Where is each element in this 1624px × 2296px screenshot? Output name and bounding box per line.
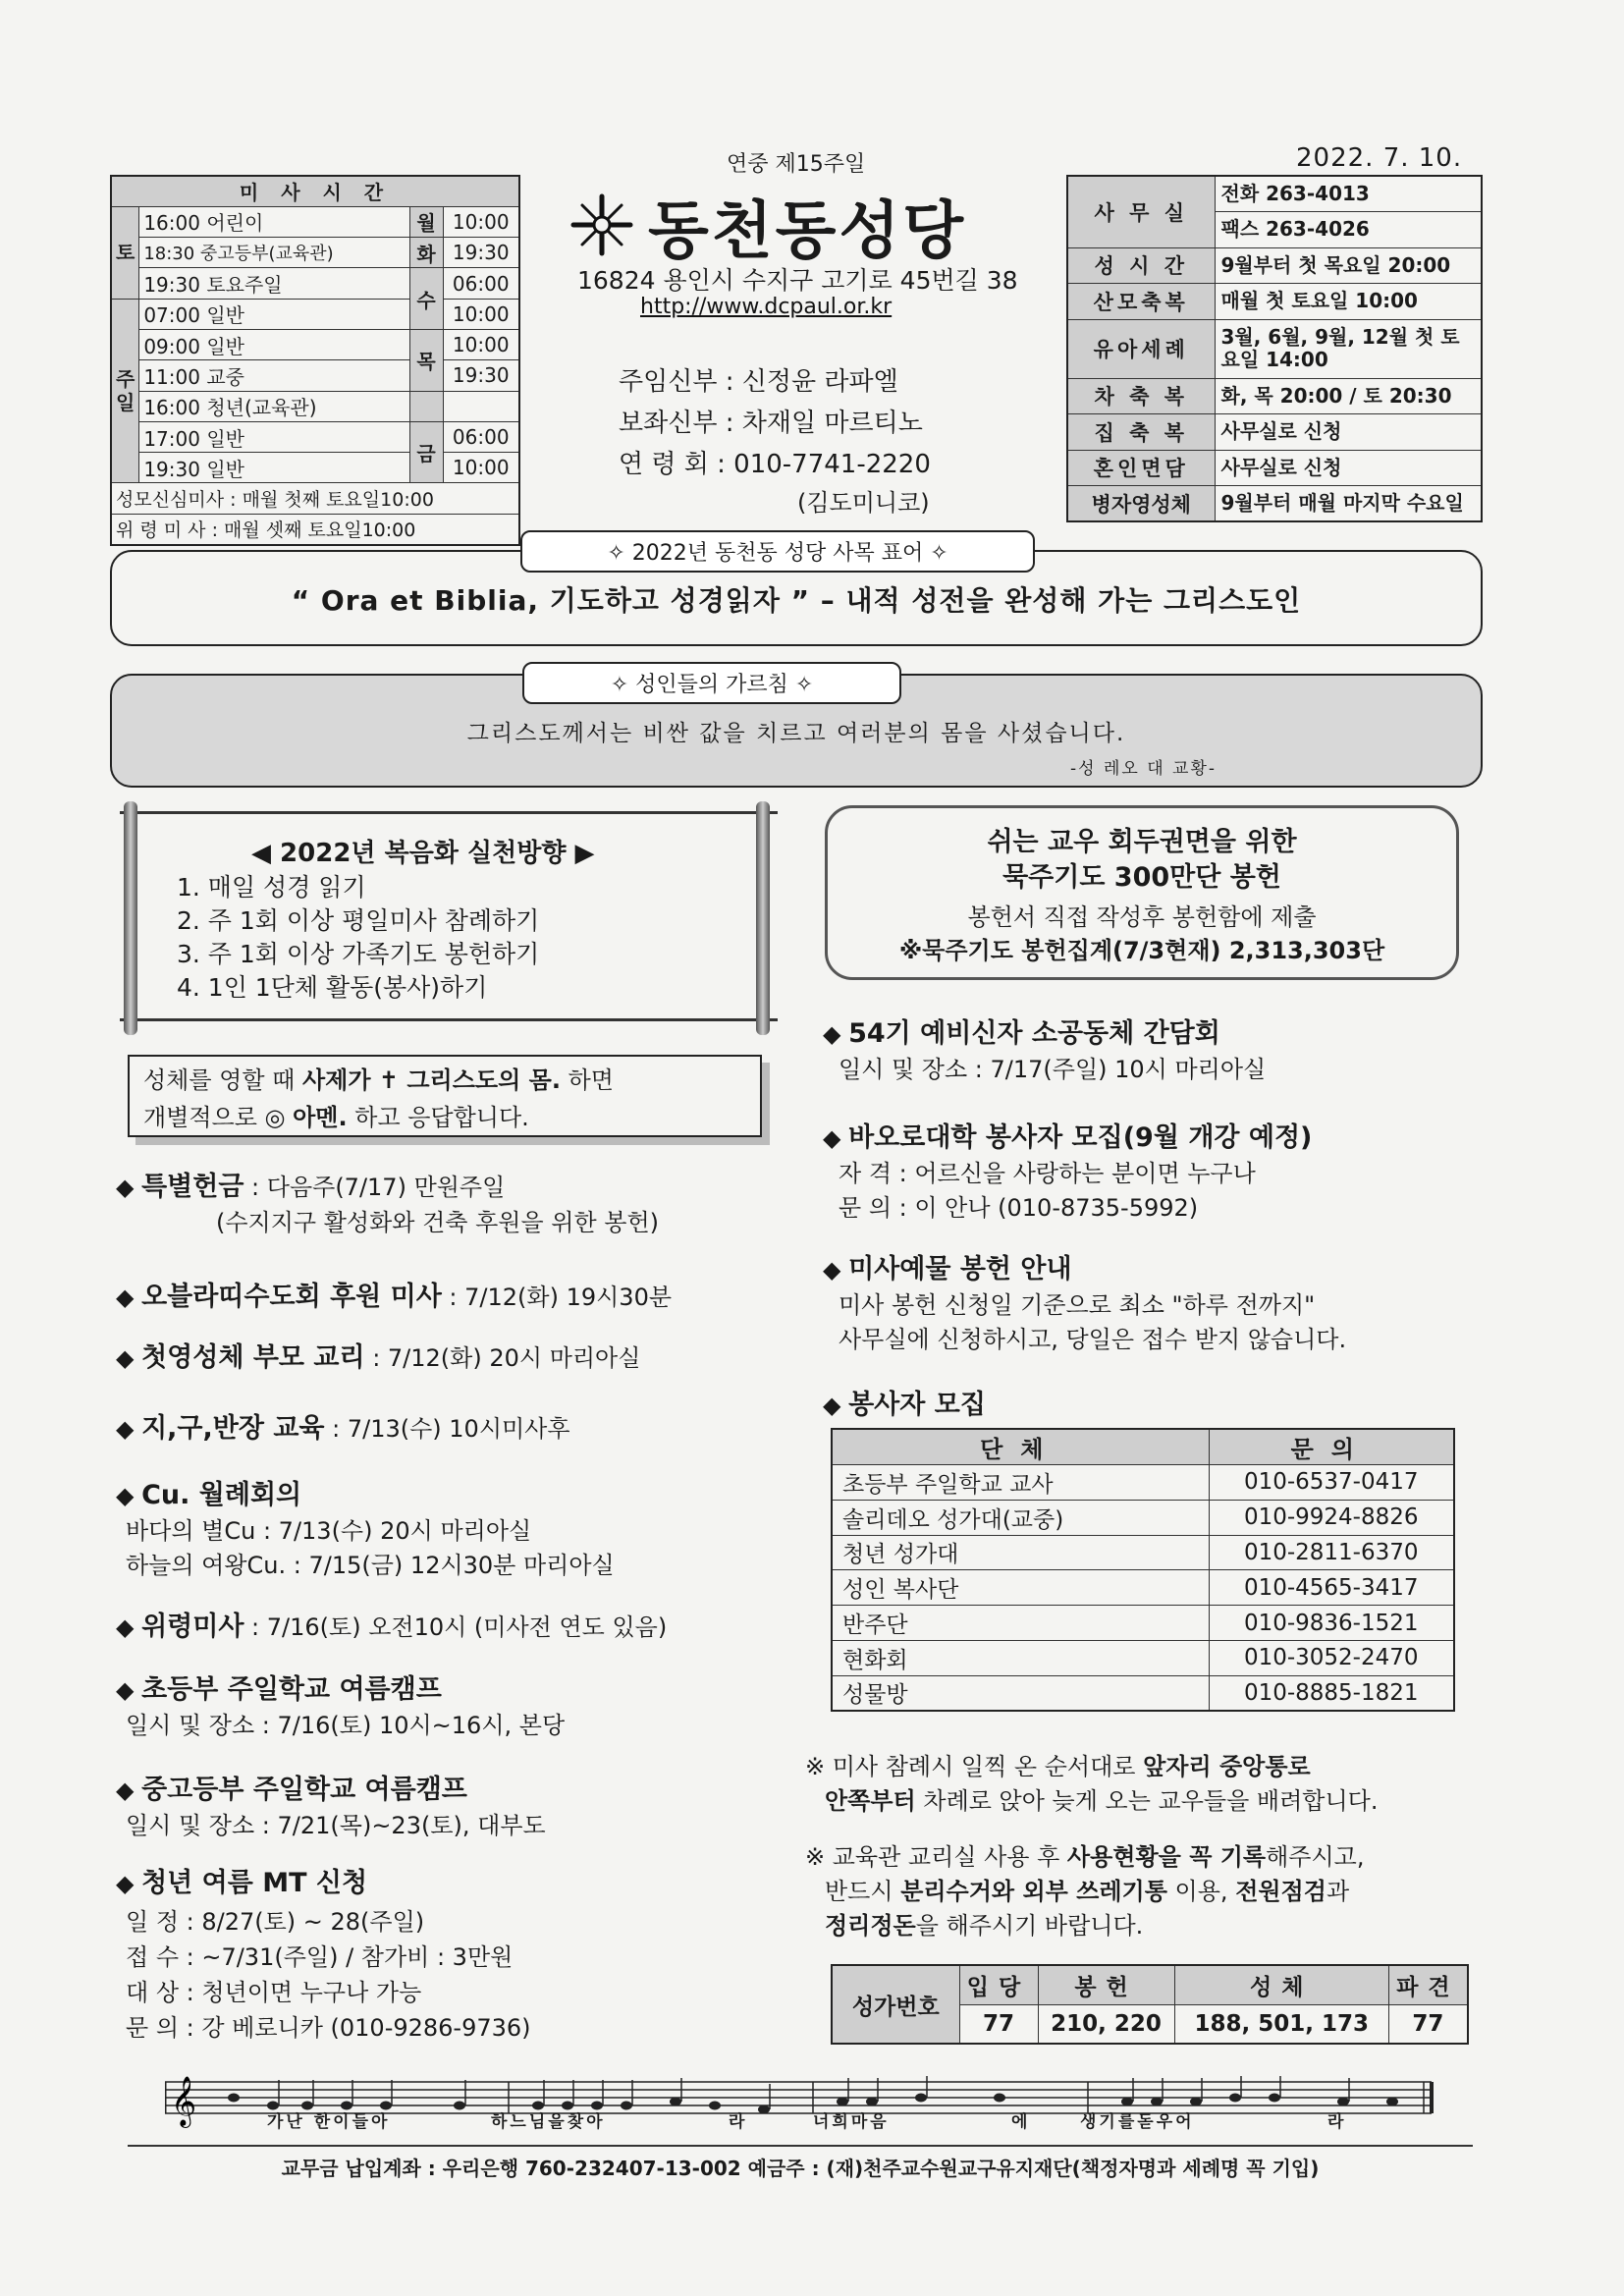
- office-label: 사 무 실: [1067, 176, 1215, 247]
- note-text: 이용,: [1166, 1878, 1236, 1905]
- volunteer-header-group: 단체: [832, 1429, 1209, 1465]
- communion-text-bold: 아멘.: [293, 1104, 348, 1131]
- note-text: 해주시고,: [1266, 1843, 1365, 1871]
- office-label: 산모축복: [1067, 284, 1215, 320]
- table-row: [832, 1535, 1454, 1570]
- phone-cell: 010-2811-6370: [1209, 1535, 1454, 1570]
- notice-title: 초등부 주일학교 여름캠프: [141, 1674, 442, 1705]
- note-text-bold: 정리정돈: [825, 1912, 916, 1940]
- staff-funeral-contact: (김도미니코): [797, 489, 930, 517]
- notice-title: 청년 여름 MT 신청: [141, 1868, 368, 1898]
- weekday-time: 19:30: [443, 360, 519, 391]
- notice-body: 대 상 : 청년이면 누구나 가능: [126, 1979, 422, 2006]
- weekday-time: 06:00: [443, 421, 519, 452]
- pastoral-motto-text: “ Ora et Biblia, 기도하고 성경읽자 ” – 내적 성전을 완성해 가는 그리스도인: [291, 584, 1302, 617]
- table-row: [832, 1500, 1454, 1535]
- office-label: 유아세례: [1067, 319, 1215, 378]
- communion-text: 하면: [560, 1066, 614, 1094]
- communion-text: 개별적으로 ◎: [143, 1104, 294, 1131]
- phone-cell: 010-4565-3417: [1209, 1570, 1454, 1606]
- office-value: 9월부터 첫 목요일 20:00: [1215, 247, 1482, 284]
- table-row: [832, 1606, 1454, 1641]
- notice-title: 지,구,반장 교육: [141, 1413, 325, 1444]
- notice-body: 문 의 : 강 베로니카 (010-9286-9736): [126, 2014, 531, 2042]
- staff-assistant: 보좌신부 : 차재일 마르티노: [619, 409, 923, 438]
- diamond-bullet-icon: ◆: [116, 1284, 142, 1311]
- scroll-rod-right: [756, 801, 770, 1035]
- notice-detail: : 7/13(수) 10시미사후: [324, 1415, 570, 1443]
- diamond-bullet-icon: ◆: [116, 1676, 142, 1704]
- note-classroom: [805, 1840, 1492, 1943]
- hymn-label: 성가번호: [832, 1965, 959, 2044]
- notice-title: 중고등부 주일학교 여름캠프: [141, 1775, 467, 1805]
- phone-cell: 010-3052-2470: [1209, 1640, 1454, 1675]
- notice-body: (수지지구 활성화와 건축 후원을 위한 봉헌): [216, 1209, 659, 1236]
- hymn-number: 188, 501, 173: [1174, 2004, 1388, 2044]
- communion-line: [143, 1061, 614, 1095]
- church-website-link[interactable]: http://www.dcpaul.or.kr: [640, 295, 893, 319]
- notice-first-communion: [116, 1336, 640, 1374]
- notice-title: 위령미사: [141, 1612, 244, 1642]
- church-cross-logo: [569, 192, 634, 257]
- notice-body: 일시 및 장소 : 7/16(토) 10시~16시, 본당: [126, 1712, 566, 1739]
- evangelization-item: 4. 1인 1단체 활동(봉사)하기: [177, 973, 488, 1002]
- diamond-bullet-icon: ◆: [116, 1344, 142, 1372]
- group-cell: 초등부 주일학교 교사: [832, 1465, 1209, 1501]
- saturday-label: 토: [111, 206, 139, 299]
- diamond-bullet-icon: ◆: [823, 1020, 849, 1048]
- saints-teaching-source: -성 레오 대 교황-: [1070, 759, 1218, 779]
- evangelization-item: 1. 매일 성경 읽기: [177, 873, 366, 902]
- notice-title: 오블라띠수도회 후원 미사: [141, 1282, 442, 1312]
- notice-body: 사무실에 신청하시고, 당일은 접수 받지 않습니다.: [839, 1326, 1347, 1353]
- office-value: 사무실로 신청: [1215, 450, 1482, 486]
- mass-time-row: 18:30 중고등부(교육관): [139, 238, 409, 268]
- lyric-syllables: 가난 한이들아: [267, 2112, 391, 2132]
- hymn-number: 77: [959, 2004, 1038, 2044]
- diamond-bullet-icon: ◆: [823, 1256, 849, 1284]
- church-address: 16824 용인시 수지구 고기로 45번길 38: [577, 266, 1018, 295]
- notice-special-offering: [116, 1165, 659, 1237]
- diamond-bullet-icon: ◆: [116, 1415, 142, 1443]
- office-label: 성 시 간: [1067, 247, 1215, 284]
- note-text-bold: 앞자리 중앙통로: [1143, 1753, 1311, 1780]
- weekday-time-blank: [443, 391, 519, 421]
- footer-account-info: 교무금 납입계좌 : 우리은행 760-232407-13-002 예금주 : (재)천주교수원교구유지재단(책정자명과 세례명 꼭 기입): [281, 2157, 1320, 2180]
- hymn-number-table: [831, 1964, 1469, 2045]
- notice-title: 바오로대학 봉사자 모집(9월 개강 예정): [848, 1122, 1313, 1153]
- mass-time-row: 09:00 일반: [139, 329, 409, 359]
- rosary-title-line: 묵주기도 300만단 봉헌: [1002, 862, 1281, 893]
- notice-title: 54기 예비신자 소공동체 간담회: [848, 1018, 1220, 1049]
- mass-table-title: 미 사 시 간: [111, 176, 519, 206]
- notice-title: Cu. 월례회의: [141, 1480, 302, 1510]
- office-value: 팩스 263-4026: [1215, 212, 1482, 248]
- notice-title: 미사예물 봉헌 안내: [848, 1254, 1072, 1285]
- notice-title: 봉사자 모집: [848, 1390, 986, 1420]
- table-row: [832, 1465, 1454, 1501]
- rosary-campaign-count: ※묵주기도 봉헌집계(7/3현재) 2,313,303단: [898, 937, 1385, 964]
- notice-curia-meeting: [116, 1473, 615, 1580]
- note-text: ※ 미사 참례시 일찍 온 순서대로: [805, 1753, 1144, 1780]
- notice-body: 미사 봉헌 신청일 기준으로 최소 "하루 전까지": [839, 1291, 1316, 1319]
- weekday-label: 수: [409, 268, 443, 330]
- communion-text: 성체를 영할 때: [143, 1066, 302, 1094]
- note-text: 차례로 앉아 늦게 오는 교우들을 배려합니다.: [915, 1787, 1379, 1815]
- lyric-syllables: 하느님을찾아: [491, 2112, 606, 2132]
- mass-times-table: [110, 175, 520, 546]
- note-text: 을 해주시기 바랍니다.: [915, 1912, 1144, 1940]
- special-mass: 위 령 미 사 : 매월 셋째 토요일10:00: [111, 514, 519, 544]
- notice-body: 자 격 : 어르신을 사랑하는 분이면 누구나: [839, 1160, 1256, 1187]
- diamond-bullet-icon: ◆: [823, 1124, 849, 1152]
- hymn-header: 봉헌: [1038, 1965, 1174, 2004]
- office-label: 병자영성체: [1067, 486, 1215, 522]
- notice-leader-education: [116, 1406, 570, 1445]
- table-row: [832, 1675, 1454, 1711]
- weekday-time: 10:00: [443, 453, 519, 483]
- group-cell: 청년 성가대: [832, 1535, 1209, 1570]
- notice-requiem-mass: [116, 1605, 667, 1643]
- notice-body: 하늘의 여왕Cu. : 7/15(금) 12시30분 마리아실: [126, 1552, 615, 1579]
- office-value: 매월 첫 토요일 10:00: [1215, 284, 1482, 320]
- notice-mass-offering: [823, 1247, 1346, 1354]
- weekday-label: 화: [409, 238, 443, 268]
- note-text-bold: 분리수거와 외부 쓰레기통: [900, 1878, 1167, 1905]
- notice-body: 일시 및 장소 : 7/17(주일) 10시 마리아실: [839, 1056, 1267, 1083]
- note-text-bold: 사용현황을 꼭 기록: [1066, 1843, 1267, 1871]
- hymn-number: 77: [1388, 2004, 1468, 2044]
- weekday-time: 10:00: [443, 329, 519, 359]
- hymn-header: 입당: [959, 1965, 1038, 2004]
- diamond-bullet-icon: ◆: [116, 1613, 142, 1641]
- notice-detail: : 7/12(화) 19시30분: [441, 1284, 673, 1311]
- hymn-header: 성체: [1174, 1965, 1388, 2004]
- rosary-campaign-title: [825, 825, 1459, 896]
- staff-pastor: 주임신부 : 신정윤 라파엘: [619, 367, 898, 397]
- lyric-syllables: 라: [1327, 2112, 1347, 2132]
- lyric-syllables: 라: [729, 2112, 748, 2132]
- office-label: 차 축 복: [1067, 378, 1215, 414]
- note-text-bold: 전원점검: [1235, 1878, 1326, 1905]
- saints-teaching-text: 그리스도께서는 비싼 값을 치르고 여러분의 몸을 사셨습니다.: [466, 721, 1126, 746]
- office-value: 9월부터 매월 마지막 수요일: [1215, 486, 1482, 522]
- group-cell: 성인 복사단: [832, 1570, 1209, 1606]
- communion-text: 하고 응답합니다.: [347, 1104, 529, 1131]
- mass-time-row: 16:00 어린이: [139, 206, 409, 237]
- church-name: 동천동성당: [648, 195, 967, 268]
- table-row: [832, 1640, 1454, 1675]
- lyric-syllables: 너희마음: [813, 2112, 890, 2132]
- diamond-bullet-icon: ◆: [116, 1777, 142, 1804]
- group-cell: 반주단: [832, 1606, 1209, 1641]
- office-value: 전화 263-4013: [1215, 176, 1482, 212]
- treble-clef-icon: 𝄞: [171, 2076, 197, 2126]
- notice-youth-camp: [116, 1768, 546, 1840]
- group-cell: 성물방: [832, 1675, 1209, 1711]
- evangelization-title: ◀ 2022년 복음화 실천방향 ▶: [251, 839, 595, 868]
- notice-volunteer-recruit: [823, 1383, 986, 1421]
- notice-body: 일시 및 장소 : 7/21(목)~23(토), 대부도: [126, 1812, 546, 1839]
- mass-time-row: 19:30 일반: [139, 453, 409, 483]
- mass-time-row: 16:00 청년(교육관): [139, 391, 409, 421]
- notice-title: 특별헌금: [141, 1172, 244, 1202]
- notice-detail: : 7/16(토) 오전10시 (미사전 연도 있음): [244, 1613, 668, 1641]
- note-text-bold: 안쪽부터: [825, 1787, 916, 1815]
- hymn-number: 210, 220: [1038, 2004, 1174, 2044]
- weekday-label: 월: [409, 206, 443, 237]
- scroll-rod-left: [124, 801, 137, 1035]
- office-label: 집 축 복: [1067, 414, 1215, 451]
- pastoral-motto-heading: ✧ 2022년 동천동 성당 사목 표어 ✧: [520, 530, 1035, 573]
- sunday-label: 주일: [111, 299, 139, 483]
- notice-title: 첫영성체 부모 교리: [141, 1342, 365, 1373]
- note-text: ※ 교육관 교리실 사용 후: [805, 1843, 1067, 1871]
- weekday-time: 10:00: [443, 299, 519, 329]
- hymn-header: 파견: [1388, 1965, 1468, 2004]
- weekday-time: 10:00: [443, 206, 519, 237]
- notice-detail: : 다음주(7/17) 만원주일: [244, 1174, 506, 1201]
- notice-body: 접 수 : ~7/31(주일) / 참가비 : 3만원: [126, 1943, 514, 1971]
- evangelization-item: 2. 주 1회 이상 평일미사 참례하기: [177, 906, 540, 935]
- notice-body: 바다의 별Cu : 7/13(수) 20시 마리아실: [126, 1517, 532, 1545]
- communion-line: [143, 1098, 529, 1132]
- diamond-bullet-icon: ◆: [116, 1870, 142, 1897]
- office-info-table: [1066, 175, 1483, 522]
- notice-detail: : 7/12(화) 20시 마리아실: [364, 1344, 641, 1372]
- table-row: [832, 1570, 1454, 1606]
- mass-time-row: 17:00 일반: [139, 421, 409, 452]
- note-text: 과: [1326, 1878, 1350, 1905]
- office-value: 사무실로 신청: [1215, 414, 1482, 451]
- evangelization-item: 3. 주 1회 이상 가족기도 봉헌하기: [177, 940, 540, 968]
- weekday-label: 금: [409, 421, 443, 483]
- phone-cell: 010-9836-1521: [1209, 1606, 1454, 1641]
- office-label: 혼인면담: [1067, 450, 1215, 486]
- notice-young-adult-mt: [116, 1866, 531, 2046]
- notice-catechumen-meeting: [823, 1011, 1266, 1084]
- diamond-bullet-icon: ◆: [116, 1482, 142, 1509]
- volunteer-header-contact: 문의: [1209, 1429, 1454, 1465]
- phone-cell: 010-8885-1821: [1209, 1675, 1454, 1711]
- communion-text-bold: 사제가 ✝ 그리스도의 몸.: [302, 1066, 561, 1094]
- office-value: 화, 목 20:00 / 토 20:30: [1215, 378, 1482, 414]
- mass-time-row: 07:00 일반: [139, 299, 409, 329]
- office-value: 3월, 6월, 9월, 12월 첫 토요일 14:00: [1215, 319, 1482, 378]
- saints-teaching-heading: ✧ 성인들의 가르침 ✧: [522, 662, 901, 704]
- rosary-campaign-sub: 봉헌서 직접 작성후 봉헌함에 제출: [967, 903, 1317, 931]
- group-cell: 현화회: [832, 1640, 1209, 1675]
- diamond-bullet-icon: ◆: [116, 1174, 142, 1201]
- notice-elementary-camp: [116, 1667, 565, 1740]
- volunteer-table: [831, 1428, 1455, 1712]
- notice-body: 일 정 : 8/27(토) ~ 28(주일): [126, 1908, 425, 1936]
- phone-cell: 010-9924-8826: [1209, 1500, 1454, 1535]
- special-mass: 성모신심미사 : 매월 첫째 토요일10:00: [111, 483, 519, 514]
- footer-divider: [128, 2145, 1473, 2147]
- mass-time-row: 19:30 토요주일: [139, 268, 409, 299]
- note-text: 반드시: [825, 1878, 901, 1905]
- lyric-syllables: 생기를돋우어: [1080, 2112, 1195, 2132]
- notice-oblati-mass: [116, 1275, 672, 1313]
- weekday-time: 19:30: [443, 238, 519, 268]
- note-seating: [805, 1750, 1492, 1819]
- notice-paul-college: [823, 1116, 1312, 1223]
- staff-funeral-society: 연 령 회 : 010-7741-2220: [619, 450, 931, 479]
- weekday-time: 06:00: [443, 268, 519, 299]
- notice-body: 문 의 : 이 안나 (010-8735-5992): [839, 1194, 1199, 1222]
- weekday-label: 목: [409, 329, 443, 391]
- lyric-syllables: 에: [1011, 2112, 1031, 2132]
- phone-cell: 010-6537-0417: [1209, 1465, 1454, 1501]
- mass-time-row: 11:00 교중: [139, 360, 409, 391]
- bulletin-date: 2022. 7. 10.: [1296, 143, 1463, 173]
- diamond-bullet-icon: ◆: [823, 1392, 849, 1419]
- group-cell: 솔리데오 성가대(교중): [832, 1500, 1209, 1535]
- rosary-title-line: 쉬는 교우 회두권면을 위한: [987, 827, 1297, 857]
- weekday-spacer: [409, 391, 443, 421]
- liturgical-sunday: 연중 제15주일: [727, 152, 866, 177]
